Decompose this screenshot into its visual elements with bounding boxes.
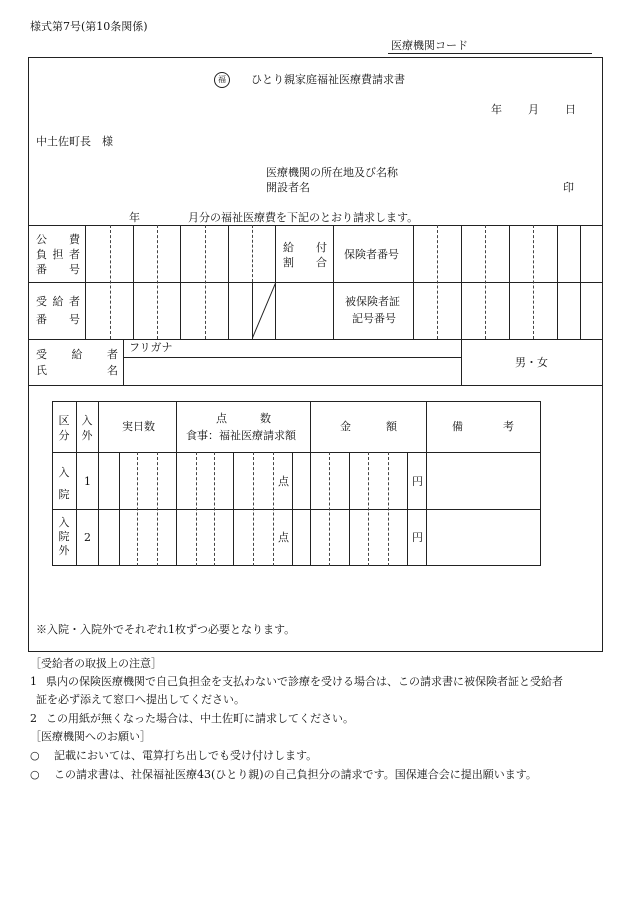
row-outpatient-code: 2 (84, 531, 91, 544)
col-remarks-header-2: 考 (503, 420, 514, 433)
form-number: 様式第7号(第10条関係) (30, 20, 148, 33)
institution-code-input[interactable] (478, 39, 588, 52)
detail-col-line (76, 401, 77, 566)
digit-divider (228, 225, 229, 339)
detail-row-line (52, 509, 541, 510)
recipient-notes-heading: ［受給者の取扱上の注意］ (30, 657, 162, 670)
digit-divider (485, 225, 486, 339)
digit-divider (133, 225, 134, 339)
digit-divider (557, 225, 558, 339)
benefit-rate-label-2: 割 合 (283, 256, 327, 269)
digit-divider (157, 225, 158, 339)
col-meal-claim-header: 食事：福祉医療請求額 (186, 429, 296, 442)
fuku-stamp-icon: 福 (214, 72, 230, 88)
row-inpatient-code: 1 (84, 475, 91, 488)
col-amount-header-1: 金 (340, 420, 351, 433)
recipient-name-label-1: 受 給 者 (36, 348, 118, 361)
digit-divider (110, 225, 111, 339)
request-year: 年 (129, 211, 140, 224)
col-points-header: 点 数 (216, 412, 271, 425)
date-year: 年 (491, 103, 502, 116)
institution-note-1: 記載においては、電算打ち出しでも受け付けします。 (54, 749, 318, 762)
grid-row-divider (28, 339, 603, 340)
institution-notes-heading: ［医療機関へのお願い］ (30, 730, 151, 743)
name-row-bottom-line (28, 385, 603, 386)
form-title: ひとり親家庭福祉医療費請求書 (251, 73, 405, 86)
circle-bullet-icon: ○ (30, 749, 40, 762)
detail-header-line (52, 452, 541, 453)
digit-divider (180, 225, 181, 339)
diagonal-slash-icon (252, 282, 276, 339)
recipient-name-input[interactable] (128, 361, 456, 381)
col-days-header: 実日数 (122, 420, 155, 433)
row-inpatient-points-unit: 点 (278, 475, 289, 488)
digit-divider (509, 225, 510, 339)
detail-digit-line (157, 452, 158, 566)
date-month: 月 (528, 103, 539, 116)
detail-digit-line (137, 452, 138, 566)
grid-col-line (461, 339, 462, 385)
detail-digit-line (407, 452, 408, 566)
digit-divider (205, 225, 206, 339)
detail-digit-line (368, 452, 369, 566)
founder-label: 開設者名 (266, 181, 310, 194)
digit-divider (580, 225, 581, 339)
col-in-out-header: 入外 (81, 414, 93, 442)
recipient-name-label-2: 氏 名 (36, 364, 118, 377)
recipient-note-1-line2: 証を必ず添えて窓口へ提出してください。 (36, 693, 245, 706)
payer-number-label-2: 負 担 者 (36, 248, 80, 261)
footnote: ※入院・入院外でそれぞれ1枚ずつ必要となります。 (36, 623, 296, 636)
digit-divider (461, 225, 462, 339)
recipient-note-2-number: 2 (30, 712, 37, 725)
col-amount-header-2: 額 (386, 420, 397, 433)
grid-top-line (28, 225, 603, 226)
detail-digit-line (349, 452, 350, 566)
col-category-header: 区分 (58, 414, 70, 442)
detail-col-line (310, 401, 311, 566)
detail-digit-line (214, 452, 215, 566)
institution-note-2: この請求書は、社保福祉医療43(ひとり親)の自己負担分の請求です。国保連合会に提出願います。 (54, 768, 537, 781)
grid-col-line (85, 225, 86, 339)
detail-digit-line (119, 452, 120, 566)
detail-digit-line (233, 452, 234, 566)
row-outpatient-points-unit: 点 (278, 531, 289, 544)
row-inpatient-yen-unit: 円 (412, 475, 423, 488)
grid-col-line (413, 225, 414, 339)
sex-selector[interactable]: 男・女 (515, 356, 548, 369)
circle-bullet-icon: ○ (30, 768, 40, 781)
col-remarks-header-1: 備 (452, 420, 463, 433)
insured-card-label-2: 記号番号 (352, 312, 396, 325)
insurer-number-label: 保険者番号 (344, 248, 399, 261)
institution-code-label: 医療機関コード (391, 39, 468, 52)
digit-divider (252, 225, 253, 282)
grid-col-line (333, 225, 334, 339)
furigana-label: フリガナ (129, 341, 173, 354)
detail-col-line (426, 401, 427, 566)
digit-divider (437, 225, 438, 339)
detail-digit-line (388, 452, 389, 566)
addressee: 中土佐町長 様 (36, 135, 113, 148)
request-sentence: 月分の福祉医療費を下記のとおり請求します。 (188, 211, 419, 224)
payer-number-label-1: 公 費 (36, 233, 80, 246)
detail-digit-line (292, 452, 293, 566)
recipient-note-1-number: 1 (30, 675, 37, 688)
digit-divider (275, 225, 276, 339)
recipient-number-label-1: 受 給 者 (36, 295, 80, 308)
detail-col-line (176, 401, 177, 566)
institution-label: 医療機関の所在地及び名称 (266, 166, 398, 179)
seal-mark: 印 (563, 181, 574, 194)
detail-digit-line (329, 452, 330, 566)
institution-code-underline (388, 53, 592, 54)
digit-divider (533, 225, 534, 339)
date-day: 日 (565, 103, 576, 116)
recipient-note-1-line1: 県内の保険医療機関で自己負担金を支払わないで診療を受ける場合は、この請求書に被保険者証と受給者 (46, 675, 563, 688)
insured-card-label: 被保険者証 (345, 295, 400, 308)
payer-number-label-3: 番 号 (36, 263, 80, 276)
benefit-rate-label-1: 給 付 (283, 241, 327, 254)
grid-row-divider (28, 282, 603, 283)
row-inpatient-label: 入院 (58, 466, 70, 501)
recipient-note-2: この用紙が無くなった場合は、中土佐町に請求してください。 (46, 712, 354, 725)
furigana-input[interactable] (180, 342, 456, 355)
furigana-divider (123, 357, 461, 358)
grid-col-line (123, 339, 124, 385)
detail-digit-line (196, 452, 197, 566)
recipient-number-label-2: 番 号 (36, 313, 80, 326)
row-outpatient-label: 入院外 (58, 516, 70, 557)
detail-digit-line (273, 452, 274, 566)
detail-digit-line (253, 452, 254, 566)
detail-col-line (98, 401, 99, 566)
row-outpatient-yen-unit: 円 (412, 531, 423, 544)
